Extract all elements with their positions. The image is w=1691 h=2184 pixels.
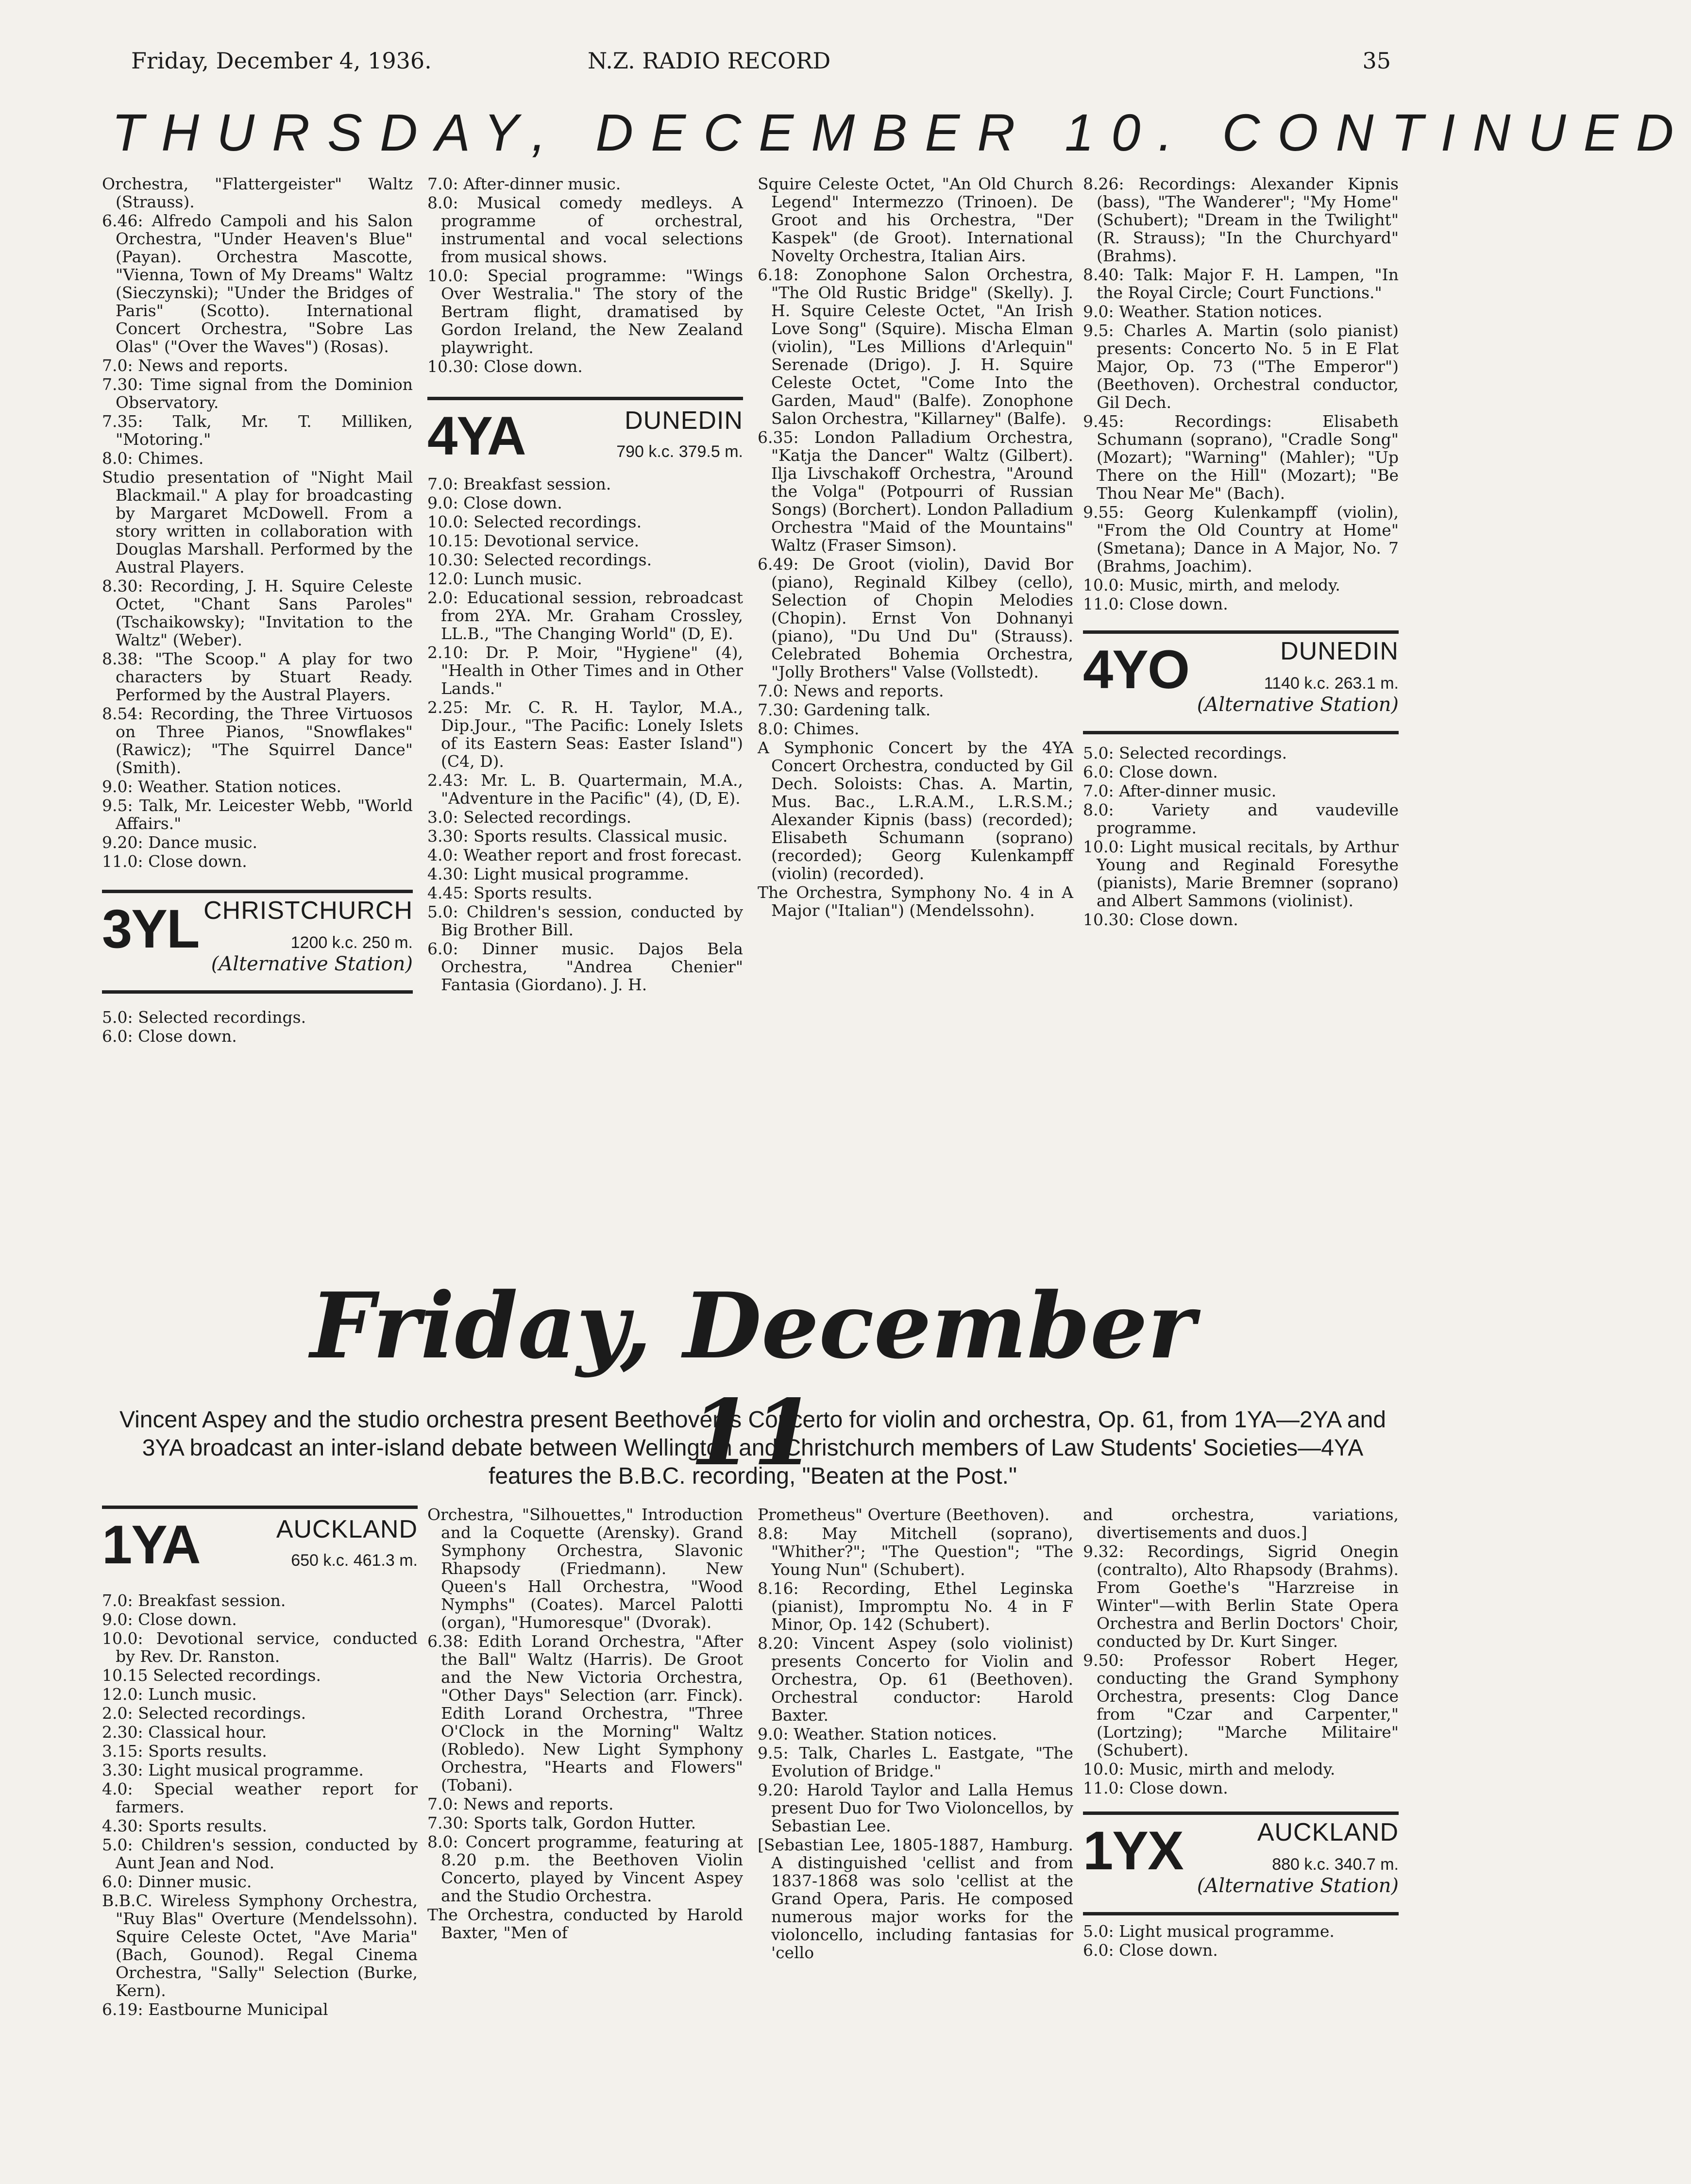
station-city: AUCKLAND [276, 1515, 418, 1543]
programme-entry: 8.0: Variety and vaudeville programme. [1083, 800, 1399, 837]
programme-entry: 7.0: News and reports. [427, 1795, 614, 1813]
programme-entry: Studio presentation of "Night Mail Blackmail." A play for broadcasting by Margaret McDowell. From a story written in collaboration with Douglas Marshall. Performed by the Austral Players. [102, 468, 413, 576]
col3-list [758, 175, 1073, 919]
programme-entry: 9.50: Professor Robert Heger, conducting the Grand Symphony Orchestra, presents: Clog Dance from "Czar and Carpenter," (Lortzing); "Marche Militaire" (Schubert). [1083, 1651, 1399, 1760]
station-call: 4YO [1083, 639, 1189, 700]
station-1yx [1083, 1820, 1399, 1902]
programme-entry: 10.15: Devotional service. [427, 531, 640, 550]
programme-entry: 9.5: Charles A. Martin (solo pianist) presents: Concerto No. 5 in E Flat Major, Op. 73 ("The Emperor") (Beethoven). Orchestral conductor, Gil Dech. [1083, 321, 1399, 412]
programme-entry: 12.0: Lunch music. [102, 1685, 257, 1704]
divider [1083, 731, 1399, 734]
programme-entry: 10.30: Close down. [427, 357, 583, 376]
programme-entry: 6.49: De Groot (violin), David Bor (piano), Reginald Kilbey (cello), Selection of Chopin Melodies (Chopin). Ernst Von Dohnanyi (piano), "Du Und Du" (Strauss). Celebrated Bohemia Orchestra, "Jolly Brothers" Valse (Vollstedt). [758, 555, 1073, 681]
programme-entry: 11.0: Close down. [1083, 594, 1228, 613]
programme-entry: 10.0: Selected recordings. [427, 512, 642, 531]
programme-entry: The Orchestra, Symphony No. 4 in A Major ("Italian") (Mendelssohn). [758, 883, 1073, 920]
header-publication: N.Z. RADIO RECORD [588, 48, 831, 74]
programme-entry: [Sebastian Lee, 1805-1887, Hamburg. A distinguished 'cellist and from 1837-1868 was solo 'cellist at the Grand Opera, Paris. He composed numerous major works for the violoncello, including fantasias for 'cello [758, 1835, 1073, 1962]
programme-entry: 9.5: Talk, Charles L. Eastgate, "The Evolution of Bridge." [758, 1744, 1073, 1780]
programme-entry: 2.0: Educational session, rebroadcast from 2YA. Mr. Graham Crossley, LL.B., "The Changing World" (D, E). [427, 588, 743, 643]
programme-entry: 6.38: Edith Lorand Orchestra, "After the Ball" Waltz (Harris). De Groot and the New Victoria Orchestra, "Other Days" Selection (arr. Finck). Edith Lorand Orchestra, "Three O'Clock in the Morning" Waltz (Robledo). New Light Symphony Orchestra, "Hearts and Flowers" (Tobani). [427, 1632, 743, 1795]
station-city: DUNEDIN [1280, 637, 1399, 665]
divider [102, 890, 413, 893]
station-3yl [102, 898, 413, 981]
page-number: 35 [1362, 48, 1391, 74]
programme-entry: 7.0: Breakfast session. [427, 474, 611, 493]
programme-entry: 10.30: Selected recordings. [427, 550, 652, 569]
station-city: DUNEDIN [625, 406, 743, 435]
programme-entry: 7.0: Breakfast session. [102, 1591, 286, 1610]
programme-entry: 9.5: Talk, Mr. Leicester Webb, "World Affairs." [102, 796, 413, 833]
programme-entry: 6.46: Alfredo Campoli and his Salon Orchestra, "Under Heaven's Blue" (Payan). Orchestra Mascotte, "Vienna, Town of My Dreams" Waltz (Sieczynski); "Under the Bridges of Paris" (Scotto). International Concert Orchestra, "Sobre Las Olas" ("Over the Waves") (Rosas). [102, 211, 413, 356]
fcol2-list [427, 1506, 743, 1942]
thursday-banner: THURSDAY, DECEMBER 10. CONTINUED [112, 103, 1691, 162]
programme-entry: 5.0: Children's session, conducted by Aunt Jean and Nod. [102, 1835, 418, 1872]
station-call: 1YX [1083, 1820, 1183, 1881]
programme-entry: 9.20: Dance music. [102, 833, 257, 852]
fcol3-list [758, 1506, 1073, 1962]
programme-entry: 7.0: News and reports. [102, 356, 288, 375]
programme-entry: 8.8: May Mitchell (soprano), "Whither?"; "The Question"; "The Young Nun" (Schubert). [758, 1524, 1073, 1579]
4ya-list [427, 475, 743, 994]
programme-entry: 10.0: Devotional service, conducted by Rev. Dr. Ranston. [102, 1629, 418, 1666]
programme-entry: 9.0: Weather. Station notices. [1083, 302, 1323, 321]
programme-entry: 6.0: Dinner music. [102, 1872, 252, 1891]
programme-entry: 5.0: Light musical programme. [1083, 1922, 1335, 1941]
divider [1083, 1912, 1399, 1915]
programme-entry: 8.20: Vincent Aspey (solo violinist) presents Concerto for Violin and Orchestra, Op. 61 (Beethoven). Orchestral conductor: Harold Baxter. [758, 1634, 1073, 1725]
station-frequency: 880 k.c. 340.7 m. [1272, 1855, 1399, 1874]
programme-entry: 4.30: Sports results. [102, 1816, 267, 1835]
col1-list [102, 175, 413, 870]
programme-entry: 3.15: Sports results. [102, 1742, 267, 1761]
programme-entry: Orchestra, "Flattergeister" Waltz (Strauss). [102, 174, 413, 211]
divider [427, 397, 743, 400]
programme-entry: 7.30: Gardening talk. [758, 700, 931, 719]
thursday-column-3 [758, 175, 1073, 920]
programme-entry: The Orchestra, conducted by Harold Baxter, "Men of [427, 1905, 743, 1942]
programme-entry: 8.0: Musical comedy medleys. A programme of orchestral, instrumental and vocal selections from musical shows. [427, 193, 743, 266]
programme-entry: 10.0: Music, mirth and melody. [1083, 1760, 1336, 1778]
running-head [131, 48, 1391, 77]
programme-entry: 10.0: Music, mirth, and melody. [1083, 576, 1340, 594]
programme-entry: 2.10: Dr. P. Moir, "Hygiene" (4), "Health in Other Times and in Other Lands." [427, 643, 743, 698]
programme-entry: 8.16: Recording, Ethel Leginska (pianist), Impromptu No. 4 in F Minor, Op. 142 (Schubert). [758, 1579, 1073, 1634]
programme-entry: 2.25: Mr. C. R. H. Taylor, M.A., Dip.Jour., "The Pacific: Lonely Islets of its Eastern Seas: Easter Island") (C4, D). [427, 698, 743, 771]
programme-entry: 3.0: Selected recordings. [427, 808, 632, 827]
programme-entry: 11.0: Close down. [102, 852, 247, 871]
programme-entry: 6.0: Close down. [1083, 762, 1218, 781]
friday-deck: Vincent Aspey and the studio orchestra present Beethoven's Concerto for violin and orchestra, Op. 61, from 1YA—2YA and 3YA broadcast an inter-island debate between Wellington and Christchurch members of Law Students' Societies—4YA features the B.B.C. recording, "Beaten at the Post." [119, 1407, 1386, 1489]
programme-entry: A Symphonic Concert by the 4YA Concert Orchestra, conducted by Gil Dech. Soloists: Chas. A. Martin, Mus. Bac., L.R.A.M., L.R.S.M.; Alexander Kipnis (bass) (recorded); Elisabeth Schumann (soprano) (recorded); Georg Kulenkampff (violin) (recorded). [758, 738, 1073, 883]
programme-entry: 9.55: Georg Kulenkampff (violin), "From the Old Country at Home" (Smetana); Dance in A Major, No. 7 (Brahms, Joachim). [1083, 503, 1399, 576]
programme-entry: 8.0: Concert programme, featuring at 8.20 p.m. the Beethoven Violin Concerto, played by Vincent Aspey and the Studio Orchestra. [427, 1832, 743, 1905]
programme-entry: 12.0: Lunch music. [427, 569, 582, 588]
programme-entry: 10.30: Close down. [1083, 910, 1238, 929]
header-date: Friday, December 4, 1936. [131, 48, 432, 74]
station-1ya [102, 1514, 418, 1575]
programme-entry: 9.20: Harold Taylor and Lalla Hemus present Duo for Two Violoncellos, by Sebastian Lee. [758, 1780, 1073, 1835]
programme-entry: Squire Celeste Octet, "An Old Church Legend" Intermezzo (Trinoen). De Groot and his Orchestra, "Der Kaspek" (de Groot). International Novelty Orchestra, Italian Airs. [758, 174, 1073, 265]
programme-entry: 4.0: Special weather report for farmers. [102, 1779, 418, 1816]
divider [1083, 630, 1399, 634]
programme-entry: 8.40: Talk: Major F. H. Lampen, "In the Royal Circle; Court Functions." [1083, 265, 1399, 302]
programme-entry: 7.30: Sports talk, Gordon Hutter. [427, 1813, 696, 1832]
fcol4-list [1083, 1506, 1399, 1797]
programme-entry: 7.35: Talk, Mr. T. Milliken, "Motoring." [102, 412, 413, 449]
programme-entry: 7.0: News and reports. [758, 681, 944, 700]
programme-entry: 8.54: Recording, the Three Virtuosos on Three Pianos, "Snowflakes" (Rawicz); "The Squirrel Dance" (Smith). [102, 704, 413, 777]
1ya-list [102, 1591, 418, 2018]
friday-column-4 [1083, 1506, 1399, 1960]
programme-entry: 9.0: Close down. [102, 1610, 237, 1629]
friday-title: Friday, December 11 [310, 1272, 1196, 1486]
programme-entry: 7.30: Time signal from the Dominion Observatory. [102, 375, 413, 412]
programme-entry: 9.0: Weather. Station notices. [102, 777, 342, 796]
programme-entry: and orchestra, variations, divertisements and duos.] [1083, 1505, 1399, 1542]
programme-entry: 9.32: Recordings, Sigrid Onegin (contralto), Alto Rhapsody (Brahms). From Goethe's "Harzreise in Winter"—with Berlin State Opera Orchestra and Berlin Doctors' Choir, conducted by Dr. Kurt Singer. [1083, 1542, 1399, 1651]
thursday-column-4 [1083, 175, 1399, 930]
programme-entry: 8.38: "The Scoop." A play for two characters by Stuart Ready. Performed by the Austral Players. [102, 649, 413, 704]
programme-entry: 10.15 Selected recordings. [102, 1666, 321, 1685]
programme-entry: Prometheus" Overture (Beethoven). [758, 1505, 1050, 1524]
station-4ya [427, 405, 743, 466]
station-frequency: 790 k.c. 379.5 m. [616, 442, 743, 461]
divider [1083, 1812, 1399, 1815]
station-alternative: (Alternative Station) [1197, 694, 1399, 716]
programme-entry: Orchestra, "Silhouettes," Introduction and la Coquette (Arensky). Grand Symphony Orchestra, Slavonic Rhapsody (Friedmann). New Queen's Hall Orchestra, "Wood Nymphs" (Coates). Marcel Palotti (organ), "Humoresque" (Dvorak). [427, 1505, 743, 1632]
programme-entry: 6.35: London Palladium Orchestra, "Katja the Dancer" Waltz (Gilbert). Ilja Livschakoff Orchestra, "Around the Volga" (Potpourri of Russian Songs) (Borchert). London Palladium Orchestra "Maid of the Mountains" Waltz (Fraser Simson). [758, 428, 1073, 555]
programme-entry: 3.30: Sports results. Classical music. [427, 827, 728, 846]
friday-column-1 [102, 1506, 418, 2019]
programme-entry: 11.0: Close down. [1083, 1778, 1228, 1797]
programme-entry: 6.0: Dinner music. Dajos Bela Orchestra, "Andrea Chenier" Fantasia (Giordano). J. H. [427, 939, 743, 994]
programme-entry: 5.0: Children's session, conducted by Big Brother Bill. [427, 902, 743, 939]
programme-entry: 4.0: Weather report and frost forecast. [427, 846, 742, 864]
programme-entry: 6.0: Close down. [1083, 1941, 1218, 1960]
programme-entry: 10.0: Light musical recitals, by Arthur Young and Reginald Foresythe (pianists), Marie Bremner (soprano) and Albert Sammons (violinist). [1083, 837, 1399, 910]
programme-entry: 9.0: Weather. Station notices. [758, 1725, 998, 1744]
programme-entry: 7.0: After-dinner music. [427, 174, 621, 193]
programme-entry: 5.0: Selected recordings. [102, 1008, 306, 1027]
programme-entry: B.B.C. Wireless Symphony Orchestra, "Ruy Blas" Overture (Mendelssohn). Squire Celeste Octet, "Ave Maria" (Bach, Gounod). Regal Cinema Orchestra, "Sally" Selection (Burke, Kern). [102, 1891, 418, 2000]
programme-entry: 4.30: Light musical programme. [427, 864, 689, 883]
station-call: 3YL [102, 898, 199, 959]
station-frequency: 1200 k.c. 250 m. [290, 933, 413, 952]
friday-column-2 [427, 1506, 743, 1943]
programme-entry: 3.30: Light musical programme. [102, 1761, 364, 1779]
programme-entry: 5.0: Selected recordings. [1083, 744, 1287, 762]
col2-list [427, 175, 743, 375]
programme-entry: 7.0: After-dinner music. [1083, 781, 1277, 800]
programme-entry: 9.0: Close down. [427, 493, 562, 512]
station-call: 4YA [427, 406, 525, 466]
friday-column-3 [758, 1506, 1073, 1963]
programme-entry: 8.0: Chimes. [102, 449, 204, 468]
programme-entry: 10.0: Special programme: "Wings Over Westralia." The story of the Bertram flight, dramatised by Gordon Ireland, the New Zealand playwright. [427, 266, 743, 357]
station-city: AUCKLAND [1257, 1818, 1399, 1846]
programme-entry: 8.30: Recording, J. H. Squire Celeste Octet, "Chant Sans Paroles" (Tschaikowsky); "Invitation to the Waltz" (Weber). [102, 576, 413, 649]
divider [102, 1506, 418, 1509]
programme-entry: 2.30: Classical hour. [102, 1723, 267, 1742]
station-alternative: (Alternative Station) [1197, 1875, 1399, 1897]
divider [102, 990, 413, 994]
station-city: CHRISTCHURCH [203, 897, 413, 925]
station-4yo [1083, 639, 1399, 721]
programme-entry: 6.19: Eastbourne Municipal [102, 2000, 328, 2019]
programme-entry: 8.0: Chimes. [758, 719, 860, 738]
programme-entry: 9.45: Recordings: Elisabeth Schumann (soprano), "Cradle Song" (Mozart); "Warning" (Mahler); "Up There on the Hill" (Mozart); "Be Thou Near Me" (Bach). [1083, 412, 1399, 503]
programme-entry: 2.0: Selected recordings. [102, 1704, 306, 1723]
4yo-list [1083, 744, 1399, 929]
thursday-column-1 [102, 175, 413, 1046]
programme-entry: 2.43: Mr. L. B. Quartermain, M.A., "Adventure in the Pacific" (4), (D, E). [427, 771, 743, 808]
station-frequency: 650 k.c. 461.3 m. [291, 1551, 418, 1570]
programme-entry: 6.18: Zonophone Salon Orchestra, "The Old Rustic Bridge" (Skelly). J. H. Squire Celeste Octet, "An Irish Love Song" (Squire). Mischa Elman (violin), "Les Millions d'Arlequin" Serenade (Drigo). J. H. Squire Celeste Octet, "Come Into the Garden, Maud" (Balfe). Zonophone Salon Orchestra, "Killarney" (Balfe). [758, 265, 1073, 428]
programme-entry: 6.0: Close down. [102, 1027, 237, 1046]
programme-entry: 4.45: Sports results. [427, 883, 592, 902]
1yx-list [1083, 1922, 1399, 1959]
station-frequency: 1140 k.c. 263.1 m. [1264, 674, 1399, 693]
station-call: 1YA [102, 1514, 200, 1575]
station-alternative: (Alternative Station) [211, 953, 413, 975]
col4-list [1083, 175, 1399, 613]
programme-entry: 8.26: Recordings: Alexander Kipnis (bass), "The Wanderer"; "My Home" (Schubert); "Dream in the Twilight" (R. Strauss); "In the Churchyard" (Brahms). [1083, 174, 1399, 265]
3yl-list [102, 1008, 413, 1045]
thursday-column-2 [427, 175, 743, 995]
